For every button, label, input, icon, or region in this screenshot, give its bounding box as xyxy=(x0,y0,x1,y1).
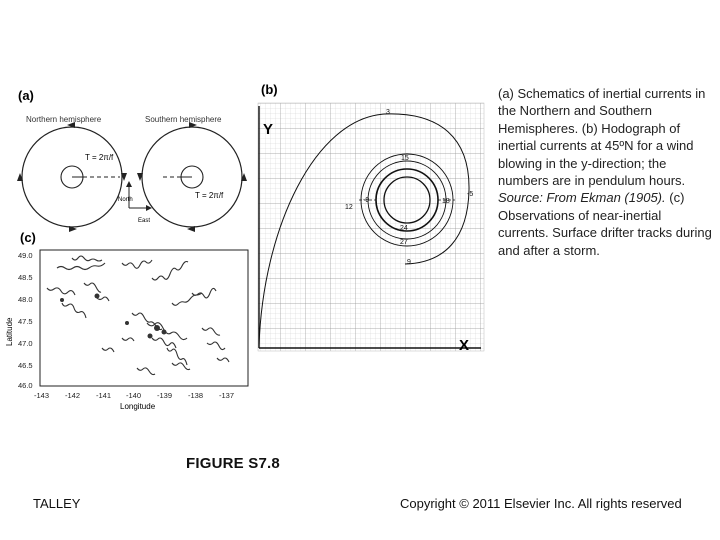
northern-inertial-circle xyxy=(17,122,127,232)
marker-label: -9 xyxy=(363,197,370,204)
lat-tick: 48.0 xyxy=(18,295,33,304)
southern-hemisphere-title: Southern hemisphere xyxy=(145,115,222,124)
marker-label: 18 xyxy=(442,198,450,205)
lat-tick: 49.0 xyxy=(18,251,33,260)
panel-a-label: (a) xyxy=(18,88,34,103)
caption-part-1: (a) Schematics of inertial currents in the Northern and Southern Hemispheres. (b) Hodograph of inertial currents at 45ºN for a wind blowing in the y-direction; the numbers are in pendulum hours. xyxy=(498,86,706,189)
marker-label: 24 xyxy=(400,225,408,232)
marker-label: 9 xyxy=(407,259,411,266)
copyright-footer: Copyright © 2011 Elsevier Inc. All rights reserved xyxy=(400,496,682,511)
southern-inertial-circle xyxy=(137,122,247,232)
marker-label: 15 xyxy=(401,155,409,162)
latitude-ticks xyxy=(18,251,33,390)
x-axis-label: X xyxy=(459,337,470,354)
author-footer: TALLEY xyxy=(33,496,81,511)
figure-title: FIGURE S7.8 xyxy=(186,455,280,472)
lat-tick: 48.5 xyxy=(18,273,33,282)
marker-label: -5 xyxy=(467,191,474,198)
latitude-axis-label: Latitude xyxy=(5,317,14,346)
y-axis-label: Y xyxy=(263,121,274,138)
panel-b-hodograph xyxy=(255,78,490,355)
caption-source: Source: From Ekman (1905). xyxy=(498,190,666,206)
lon-tick: -140 xyxy=(126,391,142,400)
panel-a-schematic xyxy=(12,80,252,235)
compass-north-label: North xyxy=(118,197,133,203)
caption-part-2: (c) Observations of near-inertial currents. Surface drifter tracks during and after a storm. xyxy=(498,190,712,258)
marker-label: 27 xyxy=(400,239,408,246)
panel-c-drifter-tracks xyxy=(2,228,254,413)
lat-tick: 47.0 xyxy=(18,339,33,348)
northern-hemisphere-title: Northern hemisphere xyxy=(26,115,102,124)
panel-c-label: (c) xyxy=(20,230,36,245)
lat-tick: 46.5 xyxy=(18,361,33,370)
lat-tick: 46.0 xyxy=(18,381,33,390)
compass-icon xyxy=(126,181,152,211)
lat-tick: 47.5 xyxy=(18,317,33,326)
marker-label: 3 xyxy=(386,109,390,116)
lon-tick: -143 xyxy=(34,391,50,400)
panel-b-label: (b) xyxy=(261,82,278,97)
compass-east-label: East xyxy=(138,218,151,224)
lon-tick: -139 xyxy=(157,391,173,400)
lon-tick: -137 xyxy=(219,391,235,400)
lon-tick: -141 xyxy=(96,391,112,400)
lon-tick: -142 xyxy=(65,391,81,400)
figure-caption xyxy=(498,85,713,259)
longitude-ticks xyxy=(34,391,234,400)
longitude-axis-label: Longitude xyxy=(120,402,156,411)
lon-tick: -138 xyxy=(188,391,204,400)
north-period-label: T = 2π/f xyxy=(85,153,114,162)
south-period-label: T = 2π/f xyxy=(195,191,224,200)
marker-label: 12 xyxy=(345,204,353,211)
